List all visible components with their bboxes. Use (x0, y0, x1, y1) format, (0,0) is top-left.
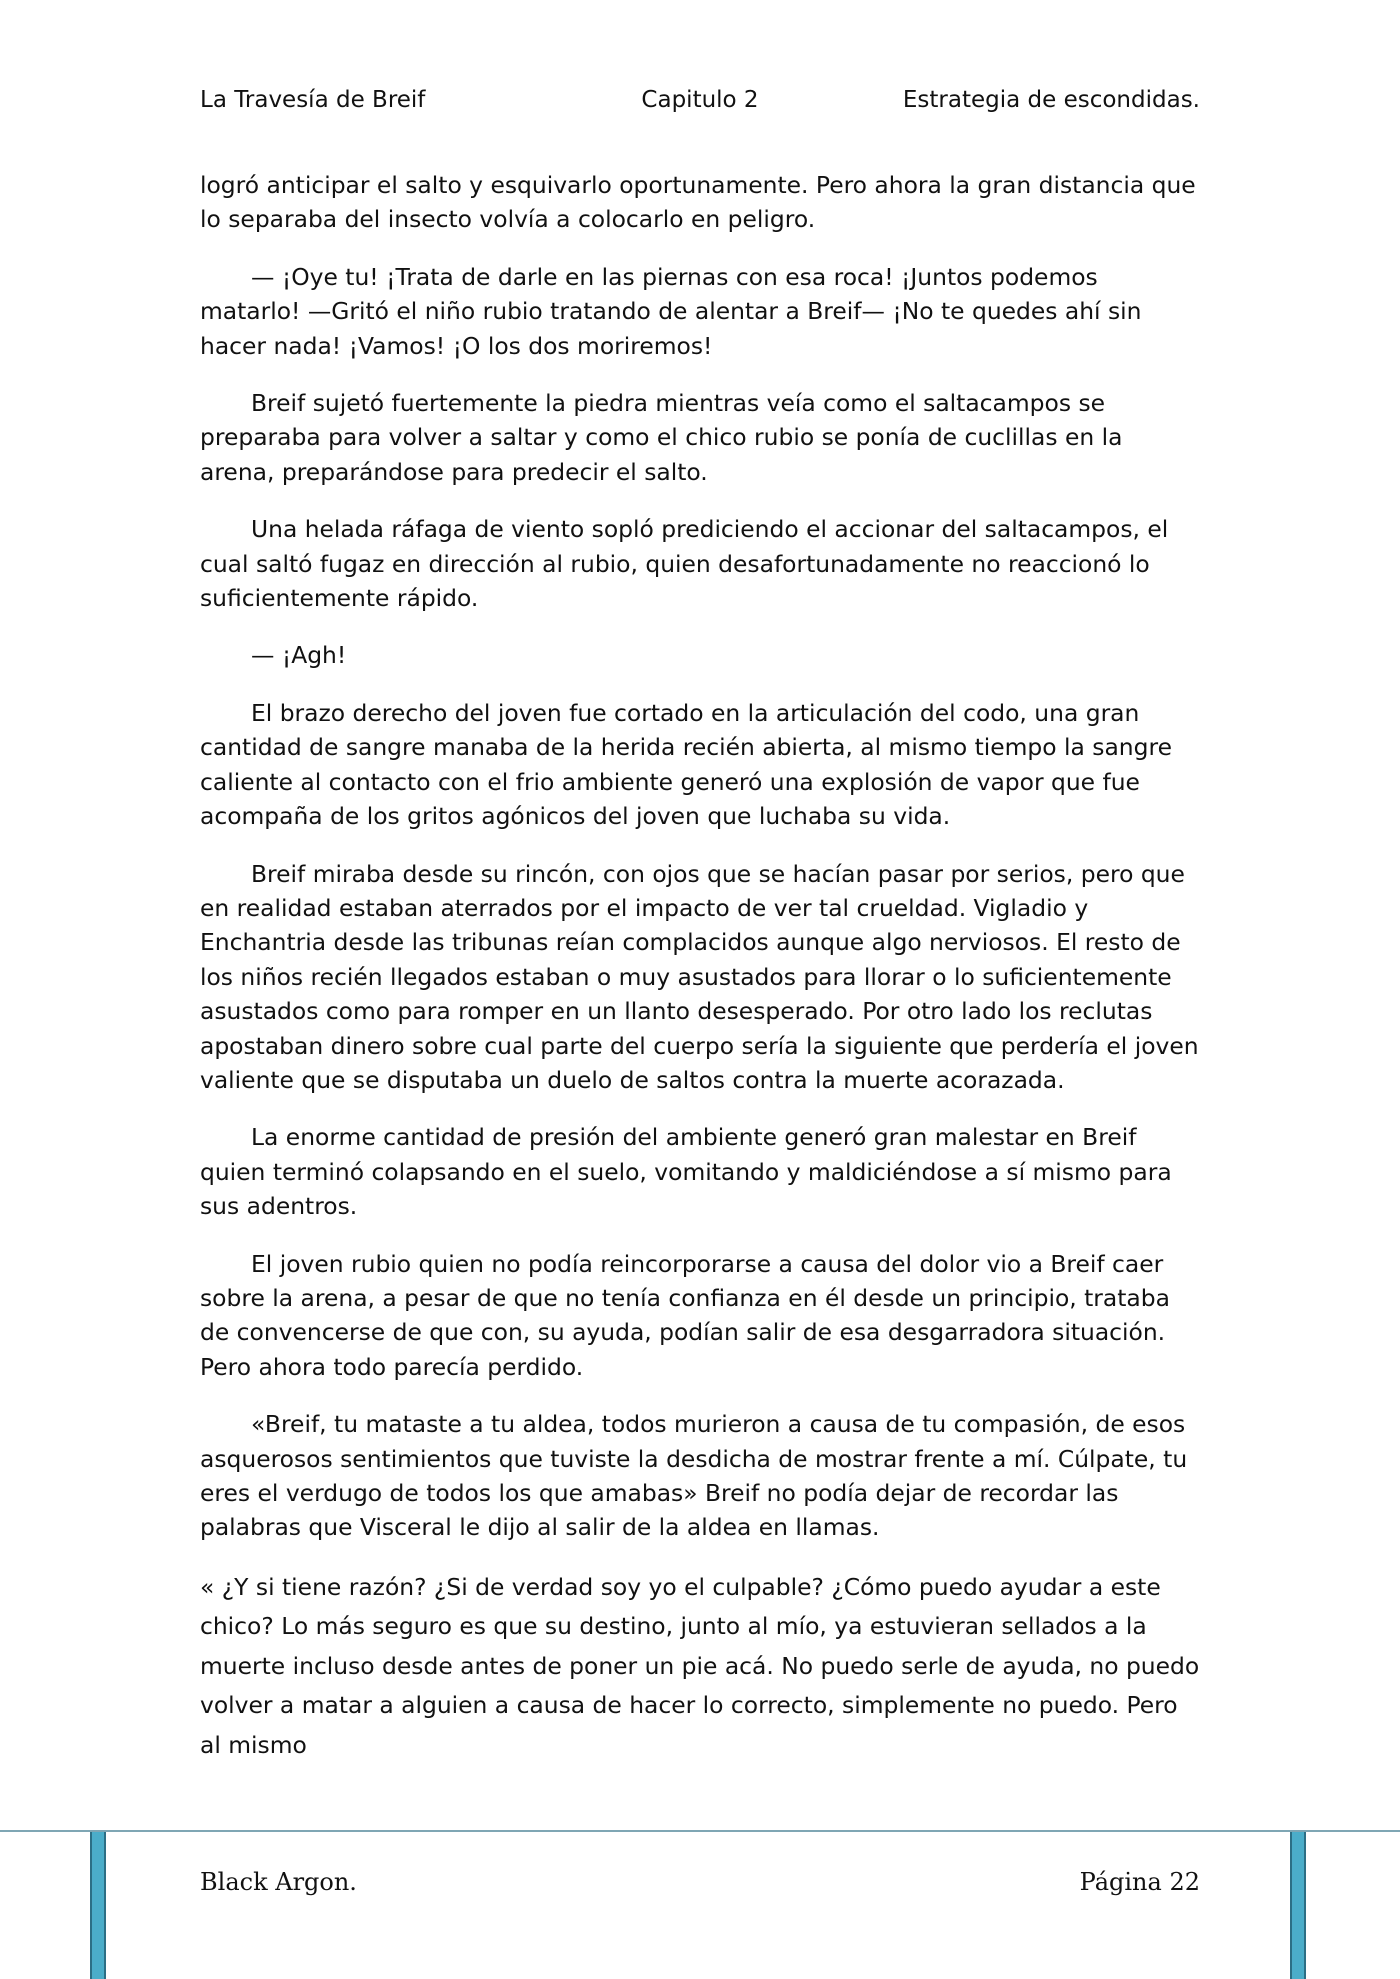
page-footer (200, 1864, 1200, 1900)
paragraph: El joven rubio quien no podía reincorporarse a causa del dolor vio a Breif caer sobre la arena, a pesar de que no tenía confianza en él desde un principio, trataba de convencerse de que con, su ayuda, podían salir de esa desgarradora situación. Pero ahora todo parecía perdido. (200, 1249, 1170, 1381)
paragraph: « ¿Y si tiene razón? ¿Si de verdad soy yo el culpable? ¿Cómo puedo ayudar a este chico? Lo más seguro es que su destino, junto al mío, ya estuvieran sellados a la muerte incluso desde antes de poner un pie acá. No puedo serle de ayuda, no puedo volver a matar a alguien a causa de hacer lo correcto, simplemente no puedo. Pero al mismo (200, 1572, 1200, 1759)
page-header (200, 82, 1200, 118)
footer-accent-bar-right (1290, 1832, 1306, 1979)
paragraph: — ¡Agh! (251, 641, 347, 670)
chapter-number: Capitulo 2 (641, 87, 759, 113)
paragraph: — ¡Oye tu! ¡Trata de darle en las piernas con esa roca! ¡Juntos podemos matarlo! —Gritó el niño rubio tratando de alentar a Breif— ¡No te quedes ahí sin hacer nada! ¡Vamos! ¡O los dos moriremos! (200, 262, 1142, 360)
paragraph: logró anticipar el salto y esquivarlo oportunamente. Pero ahora la gran distancia que lo separaba del insecto volvía a colocarlo en peligro. (200, 171, 1196, 234)
footer-divider (0, 1830, 1400, 1832)
author-name: Black Argon. (200, 1868, 357, 1896)
paragraph: Una helada ráfaga de viento sopló prediciendo el accionar del saltacampos, el cual saltó fugaz en dirección al rubio, quien desafortunadamente no reaccionó lo suficientemente rápido. (200, 515, 1169, 613)
book-title: La Travesía de Breif (200, 87, 426, 113)
paragraph: Breif sujetó fuertemente la piedra mientras veía como el saltacampos se preparaba para volver a saltar y como el chico rubio se ponía de cuclillas en la arena, preparándose para predecir el salto. (200, 389, 1123, 486)
paragraph: «Breif, tu mataste a tu aldea, todos murieron a causa de tu compasión, de esos asquerosos sentimientos que tuviste la desdicha de mostrar frente a mí. Cúlpate, tu eres el verdugo de todos los que amabas» Breif no podía dejar de recordar las palabras que Visceral le dijo al salir de la aldea en llamas. (200, 1410, 1188, 1542)
footer-accent-bar-left (90, 1832, 106, 1979)
paragraph: La enorme cantidad de presión del ambiente generó gran malestar en Breif quien terminó colapsando en el suelo, vomitando y maldiciéndose a sí mismo para sus adentros. (200, 1123, 1172, 1221)
page-body (200, 168, 1200, 1765)
page-number: Página 22 (1079, 1868, 1200, 1896)
chapter-title: Estrategia de escondidas. (902, 87, 1200, 113)
paragraph: Breif miraba desde su rincón, con ojos que se hacían pasar por serios, pero que en realidad estaban aterrados por el impacto de ver tal crueldad. Vigladio y Enchantria desde las tribunas reían complacidos aunque algo nerviosos. El resto de los niños recién llegados estaban o muy asustados para llorar o lo suficientemente asustados como para romper en un llanto desesperado. Por otro lado los reclutas apostaban dinero sobre cual parte del cuerpo sería la siguiente que perdería el joven valiente que se disputaba un duelo de saltos contra la muerte acorazada. (200, 859, 1199, 1094)
paragraph: El brazo derecho del joven fue cortado en la articulación del codo, una gran cantidad de sangre manaba de la herida recién abierta, al mismo tiempo la sangre caliente al contacto con el frio ambiente generó una explosión de vapor que fue acompaña de los gritos agónicos del joven que luchaba su vida. (200, 698, 1172, 831)
